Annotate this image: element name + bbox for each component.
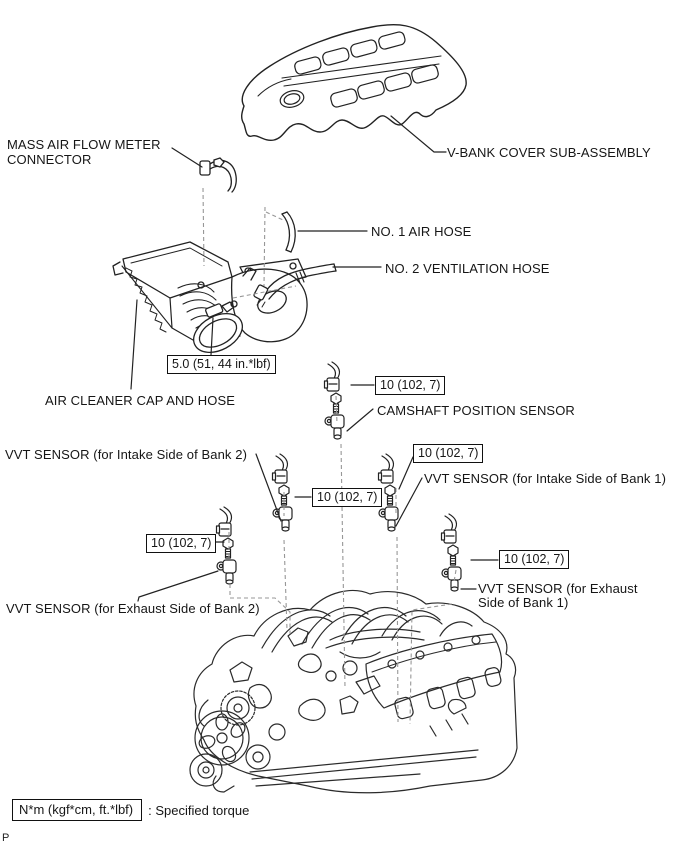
torque-box-vvt-intake-bank2: 10 (102, 7) <box>312 488 382 507</box>
torque-legend-symbol-box: N*m (kgf*cm, ft.*lbf) <box>12 799 142 821</box>
torque-box-air-cleaner-clamp: 5.0 (51, 44 in.*lbf) <box>167 355 276 374</box>
callout-mass-air-flow-meter-connector: MASS AIR FLOW METER CONNECTOR <box>7 137 161 167</box>
torque-legend-description: : Specified torque <box>148 802 250 818</box>
torque-box-camshaft-position-sensor: 10 (102, 7) <box>375 376 445 395</box>
callout-vvt-sensor-exhaust-bank1: VVT SENSOR (for Exhaust Side of Bank 1) <box>478 581 638 610</box>
callout-no1-air-hose: NO. 1 AIR HOSE <box>371 224 472 239</box>
vvt-sensor-intake-bank2-drawing <box>273 454 293 531</box>
page-marker: P <box>2 832 10 844</box>
torque-box-vvt-intake-bank1: 10 (102, 7) <box>413 444 483 463</box>
v-bank-cover-drawing <box>242 25 466 141</box>
torque-box-vvt-exhaust-bank1: 10 (102, 7) <box>499 550 569 569</box>
torque-box-vvt-exhaust-bank2: 10 (102, 7) <box>146 534 216 553</box>
callout-vvt-sensor-intake-bank2: VVT SENSOR (for Intake Side of Bank 2) <box>5 447 247 462</box>
callout-v-bank-cover: V-BANK COVER SUB-ASSEMBLY <box>447 145 651 160</box>
callout-air-cleaner-cap-and-hose: AIR CLEANER CAP AND HOSE <box>45 393 235 408</box>
callout-no2-ventilation-hose: NO. 2 VENTILATION HOSE <box>385 261 550 276</box>
no1-air-hose-drawing <box>282 212 295 252</box>
callout-camshaft-position-sensor: CAMSHAFT POSITION SENSOR <box>377 403 575 418</box>
mass-air-flow-connector-drawing <box>200 158 236 192</box>
callout-vvt-sensor-intake-bank1: VVT SENSOR (for Intake Side of Bank 1) <box>424 471 666 486</box>
air-cleaner-drawing <box>113 242 307 360</box>
engine-drawing <box>190 591 517 793</box>
vvt-sensor-exhaust-bank2-drawing <box>217 507 237 584</box>
vvt-sensor-exhaust-bank1-drawing <box>442 514 462 591</box>
torque-legend <box>12 799 249 821</box>
camshaft-position-sensor-drawing <box>325 362 345 439</box>
callout-vvt-sensor-exhaust-bank2: VVT SENSOR (for Exhaust Side of Bank 2) <box>6 601 260 616</box>
